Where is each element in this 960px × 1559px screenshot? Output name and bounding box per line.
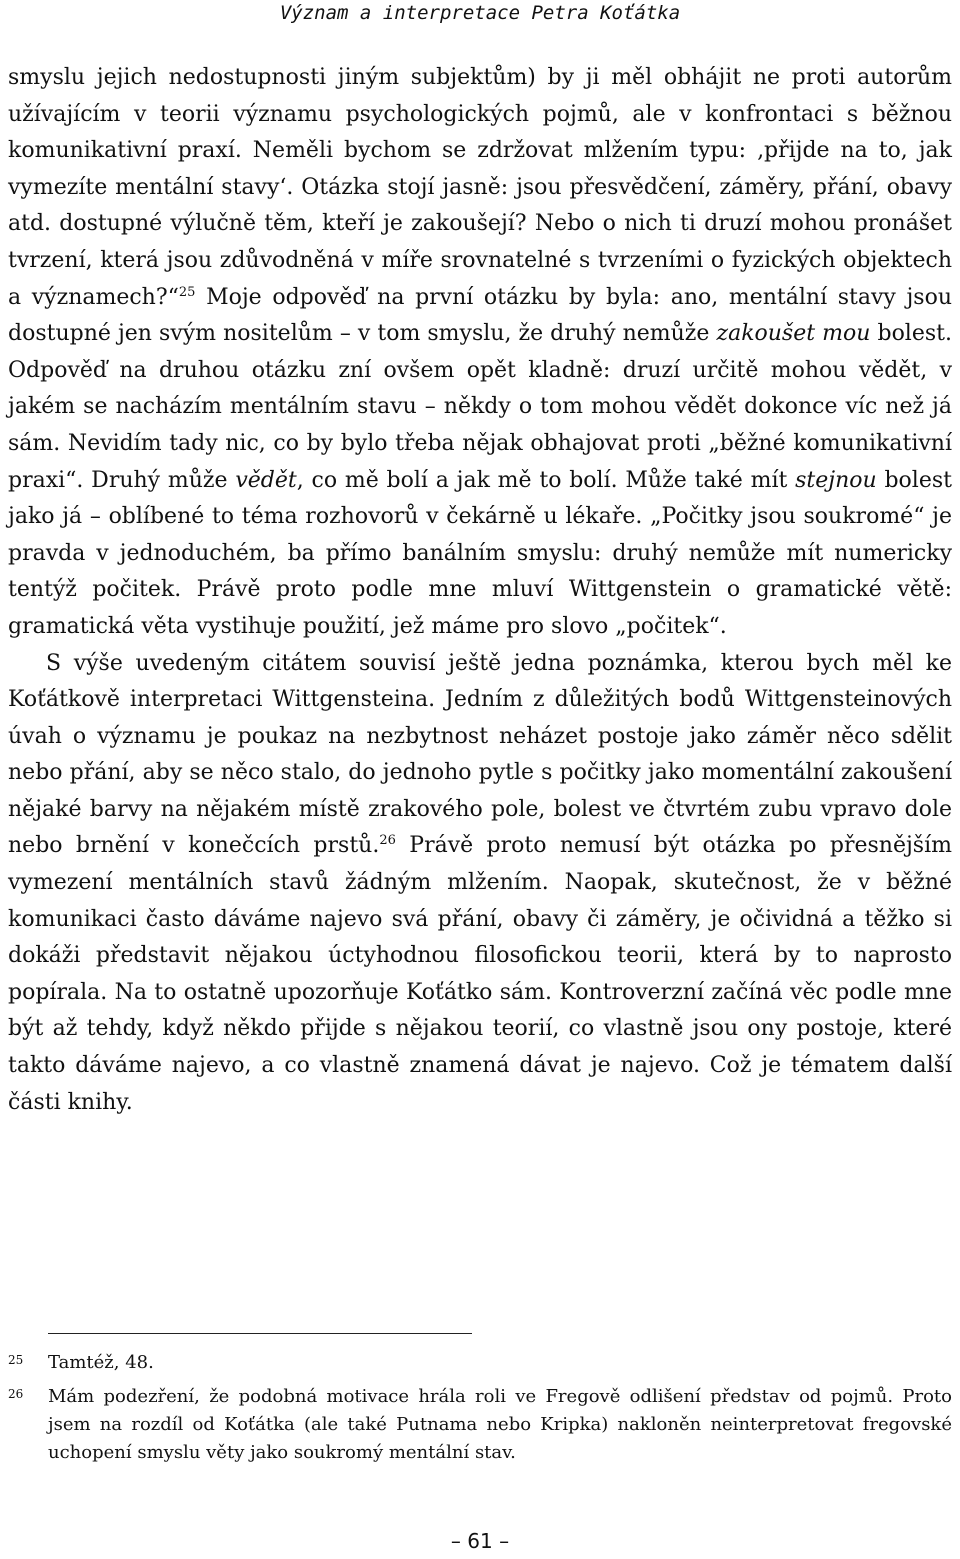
footnote-ref-26[interactable]: 26	[379, 833, 396, 849]
footnote-25	[8, 1349, 952, 1377]
main-text	[8, 60, 952, 1121]
footnote-ref-25[interactable]: 25	[178, 284, 196, 300]
paragraph-2-text-b: Právě proto nemusí být otázka po přesnějším vymezení mentálních stavů žádným mlžením. Naopak, skutečnost, že v běžné komunikaci často dáváme najevo svá přání, obavy či záměry, je očividná a těžko si dokáži představit nějakou úctyhodnou filosofickou teorii, která by to naprosto popírala. Na to ostatně upozorňuje Koťátko sám. Kontroverzní začíná věc podle mne být až tehdy, když někdo přijde s nějakou teorií, co vlastně jsou ony postoje, které takto dáváme najevo, a co vlastně znamená dávat je najevo. Což je tématem další části knihy.	[8, 833, 952, 1115]
paragraph-1-text-a: smyslu jejich nedostupnosti jiným subjektům) by ji měl obhájit ne proti autorům užívajícím v teorii významu psychologických pojmů, ale v konfrontaci s běžnou komunikativní praxí. Neměli bychom se zdržovat mlžením typu: ‚přijde na to, jak vymezíte mentální stavy‘. Otázka stojí jasně: jsou přesvědčení, záměry, přání, obavy atd. dostupné výlučně těm, kteří je zakoušejí? Nebo o nich ti druzí mohou pronášet tvrzení, která jsou zdůvodněná v míře srovnatelné s tvrzeními o fyzických objektech a významech?“	[8, 65, 952, 310]
paragraph-2	[8, 646, 952, 1122]
footnote-text: Mám podezření, že podobná motivace hrála roli ve Fregově odlišení představ od pojmů. Proto jsem na rozdíl od Koťátka (ale také Putnama nebo Kripka) nakloněn neinterpretovat fregovské uchopení smyslu věty jako soukromý mentální stav.	[48, 1386, 952, 1463]
footnote-number: 25	[8, 1353, 24, 1367]
page-number: – 61 –	[450, 1529, 510, 1553]
running-header	[0, 0, 960, 26]
footnote-divider	[48, 1333, 472, 1334]
paragraph-1-text-b: Moje odpověď na první otázku by byla: ano, mentální stavy jsou dostupné jen svým nositelům – v tom smyslu, že druhý nemůže	[8, 284, 952, 347]
paragraph-2-text-a: S výše uvedeným citátem souvisí ještě jedna poznámka, kterou bych měl ke Koťátkově interpretaci Wittgensteina. Jedním z důležitých bodů Wittgensteinových úvah o významu je poukaz na nezbytnost neházet postoje jako záměr něco sdělit nebo přání, aby se něco stalo, do jednoho pytle s počitky jako momentální zakoušení nějaké barvy na nějakém místě zrakového pole, bolest ve čtvrtém zubu vpravo dole nebo brnění v konečcích prstů.	[8, 650, 952, 859]
paragraph-1	[8, 60, 952, 646]
emphasis-stejnou: stejnou	[795, 467, 877, 493]
running-title: Význam a interpretace Petra Koťátka	[279, 2, 681, 24]
paragraph-1-text-d: , co mě bolí a jak mě to bolí. Může také mít	[296, 467, 796, 493]
footnote-text: Tamtéž, 48.	[48, 1352, 154, 1373]
emphasis-vedet: vědět	[235, 467, 297, 493]
footnotes	[8, 1349, 952, 1473]
footnote-26	[8, 1383, 952, 1467]
footnote-number: 26	[8, 1387, 24, 1401]
emphasis-zakouset-mou: zakoušet mou	[716, 321, 871, 347]
paragraph-1-text-e: bolest jako já – oblíbené to téma rozhovorů v čekárně u lékaře. „Počitky jsou soukromé“ je pravda v jednoduchém, ba přímo banálním smyslu: druhý nemůže mít numericky tentýž počitek. Právě proto podle mne mluví Wittgenstein o gramatické větě: gramatická věta vystihuje použití, jež máme pro slovo „počitek“.	[8, 467, 952, 639]
paragraph-1-text-c: bolest. Odpověď na druhou otázku zní ovšem opět kladně: druzí určitě mohou vědět, v jakém se nacházím mentálním stavu – někdy o tom mohou vědět dokonce víc než já sám. Nevidím tady nic, co by bylo třeba nějak obhajovat proti „běžné komunikativní praxi“. Druhý může	[8, 321, 952, 493]
